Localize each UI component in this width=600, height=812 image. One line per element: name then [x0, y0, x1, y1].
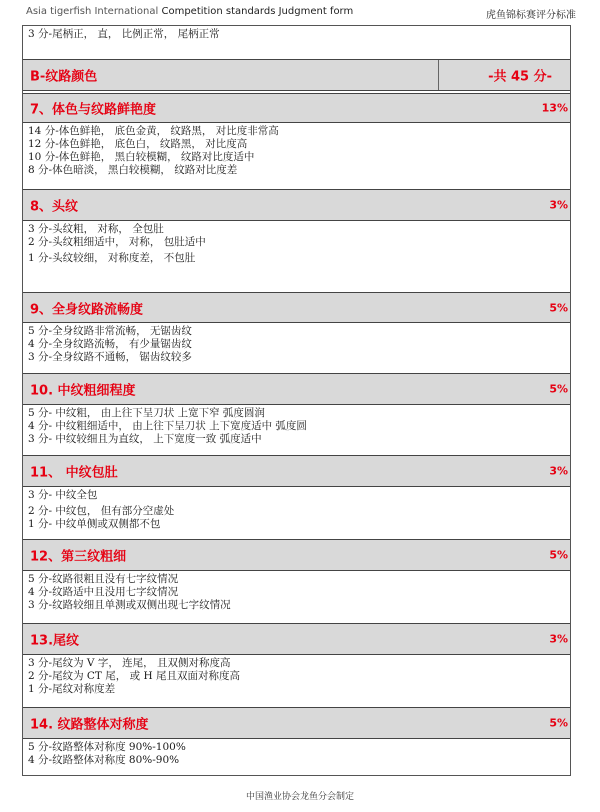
section-score: 13% — [541, 101, 568, 115]
section-title: 12、第三纹粗细 — [30, 549, 127, 565]
section-lines — [23, 405, 570, 455]
criteria-line: 3 分-全身纹路不通畅， 锯齿纹较多 — [28, 351, 192, 363]
section-lines — [23, 221, 570, 288]
criteria-line: 1 分-尾纹对称度差 — [28, 683, 116, 695]
criteria-line: 5 分-纹路整体对称度 90%-100% — [28, 741, 186, 753]
criteria-line: 5 分-纹路很粗且没有七字纹情况 — [28, 573, 179, 585]
criteria-line: 5 分-全身纹路非常流畅， 无锯齿纹 — [28, 325, 192, 337]
section-header — [23, 455, 570, 487]
page-footer: 中国渔业协会龙鱼分会制定 — [245, 792, 354, 802]
section-score: 5% — [549, 548, 568, 562]
top-line-block — [23, 26, 570, 59]
header-right: 虎鱼锦标赛评分标准 — [486, 10, 576, 21]
criteria-line: 3 分- 中纹较细且为直纹， 上下宽度一致 弧度适中 — [28, 433, 262, 445]
criteria-line: 3 分-头纹粗， 对称， 全包肚 — [28, 223, 164, 235]
section-header — [23, 292, 570, 323]
top-line: 3 分-尾柄正， 直， 比例正常， 尾柄正常 — [28, 28, 220, 40]
section-header — [23, 189, 570, 221]
criteria-line: 4 分-全身纹路流畅， 有少量锯齿纹 — [28, 338, 192, 350]
section-score: 3% — [549, 198, 568, 212]
section-header — [23, 623, 570, 655]
criteria-line: 2 分-尾纹为 CT 尾， 或 H 尾且双面对称度高 — [28, 670, 240, 682]
section-lines — [23, 739, 570, 775]
criteria-line: 5 分- 中纹粗， 由上往下呈刀状 上宽下窄 弧度圆润 — [28, 407, 265, 419]
section-b-total-score: -共 45 分- — [488, 69, 552, 85]
section-title: 14. 纹路整体对称度 — [30, 717, 149, 733]
section-title: 9、全身纹路流畅度 — [30, 302, 144, 317]
criteria-line: 3 分- 中纹全包 — [28, 489, 98, 501]
criteria-line: 4 分-纹路整体对称度 80%-90% — [28, 754, 180, 766]
criteria-line: 1 分-头纹较细， 对称度差， 不包肚 — [28, 252, 196, 264]
criteria-line: 14 分-体色鲜艳， 底色金黄， 纹路黑， 对比度非常高 — [28, 125, 279, 137]
section-lines — [23, 487, 570, 539]
section-title: 11、 中纹包肚 — [30, 465, 118, 481]
section-header — [23, 373, 570, 405]
section-score: 3% — [549, 632, 568, 646]
criteria-line: 10 分-体色鲜艳， 黑白较模糊， 纹路对比度适中 — [28, 151, 255, 163]
criteria-line: 4 分-纹路适中且没用七字纹情况 — [28, 586, 179, 598]
header-left — [26, 6, 353, 17]
section-title: 7、体色与纹路鲜艳度 — [30, 102, 157, 118]
section-score: 5% — [549, 301, 568, 314]
criteria-line: 3 分-纹路较细且单测或双侧出现七字纹情况 — [28, 599, 231, 611]
section-header — [23, 707, 570, 739]
criteria-line: 2 分-头纹粗细适中， 对称， 包肚适中 — [28, 236, 206, 248]
section-score: 3% — [549, 464, 568, 478]
criteria-line: 3 分-尾纹为 V 字， 连尾， 且双侧对称度高 — [28, 657, 231, 669]
section-header — [23, 539, 570, 571]
section-header — [23, 93, 570, 123]
criteria-line: 8 分-体色暗淡， 黑白较模糊， 纹路对比度差 — [28, 164, 238, 176]
section-lines — [23, 123, 570, 189]
judgment-table — [22, 25, 571, 776]
header-left-prefix: Asia tigerfish International — [26, 6, 159, 17]
page-header — [26, 6, 576, 24]
criteria-line: 2 分- 中纹包， 但有部分空虚处 — [28, 505, 175, 517]
section-title: 10. 中纹粗细程度 — [30, 383, 136, 399]
section-score: 5% — [549, 382, 568, 396]
section-b-title: B-纹路颜色 — [30, 69, 98, 85]
section-lines — [23, 571, 570, 623]
section-score: 5% — [549, 716, 568, 730]
section-b-header — [23, 59, 570, 91]
criteria-line: 1 分- 中纹单侧或双侧都不包 — [28, 518, 161, 530]
header-divider — [438, 60, 439, 90]
section-lines — [23, 323, 570, 373]
section-title: 13.尾纹 — [30, 633, 80, 649]
section-title: 8、头纹 — [30, 199, 79, 215]
criteria-line: 12 分-体色鲜艳， 底色白， 纹路黑， 对比度高 — [28, 138, 248, 150]
criteria-line: 4 分- 中纹粗细适中， 由上往下呈刀状 上下宽度适中 弧度圆 — [28, 420, 307, 432]
section-lines — [23, 655, 570, 707]
header-left-suffix: Competition standards Judgment form — [161, 6, 354, 17]
